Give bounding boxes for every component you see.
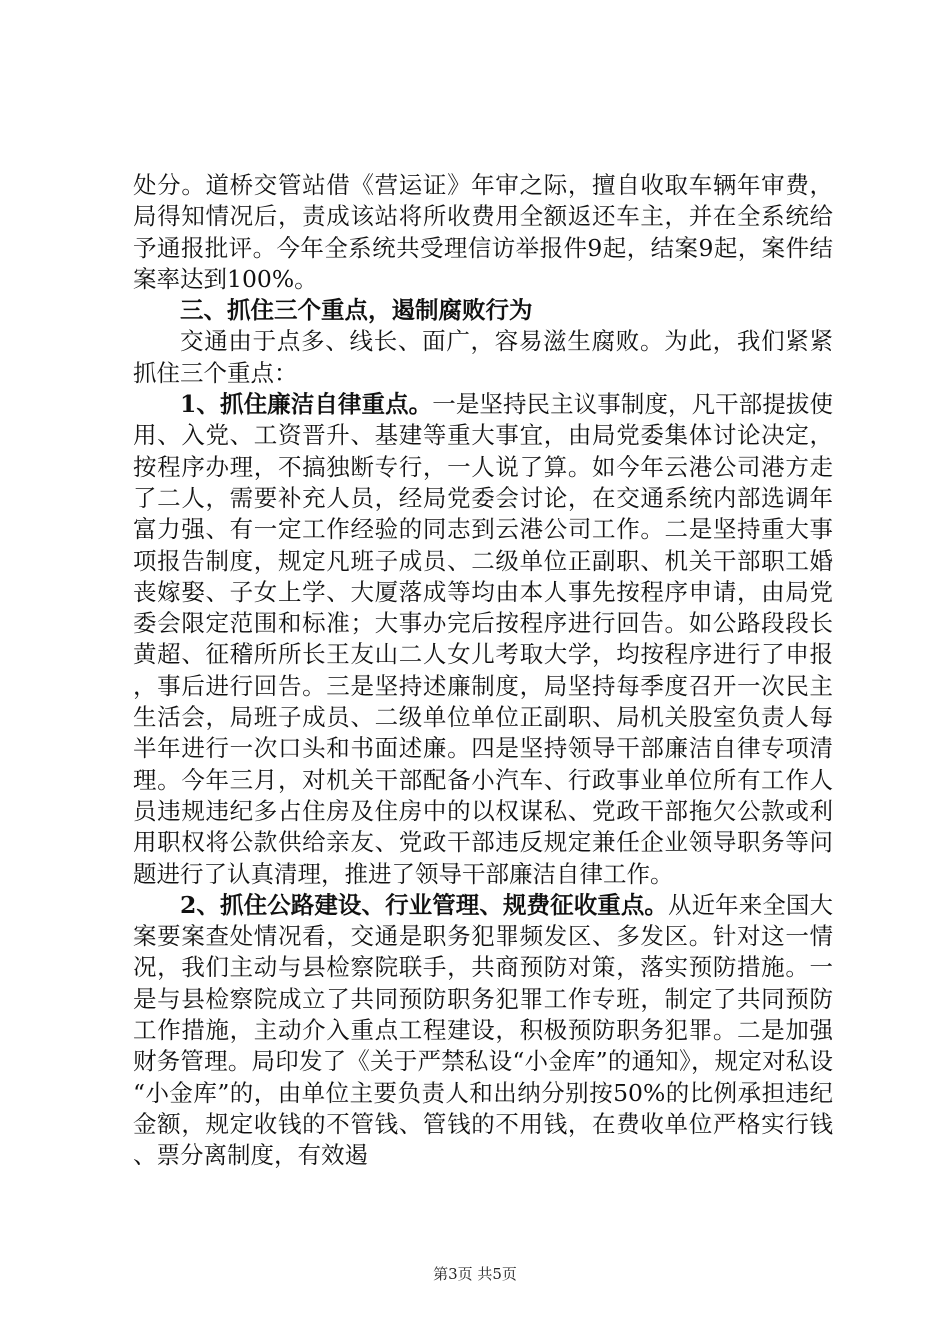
item-1-lead: 1、抓住廉洁自律重点。: [180, 390, 433, 419]
document-body: [133, 170, 833, 1172]
paragraph-continuation: 处分。道桥交管站借《营运证》年审之际，擅自收取车辆年审费，局得知情况后，责成该站将所收费用全额返还车主，并在全系统给予通报批评。今年全系统共受理信访举报件9起，结案9起，案件结案率达到100%。: [133, 171, 833, 293]
paragraph-item-2: [133, 890, 833, 1172]
item-2-lead: 2、抓住公路建设、行业管理、规费征收重点。: [180, 890, 669, 919]
item-2-text: 从近年来全国大案要案查处情况看，交通是职务犯罪频发区、多发区。针对这一情况，我们主动与县检察院联手，共商预防对策，落实预防措施。一是与县检察院成立了共同预防职务犯罪工作专班，制定了共同预防工作措施，主动介入重点工程建设，积极预防职务犯罪。二是加强财务管理。局印发了《关于严禁私设“小金库”的通知》，规定对私设“小金库”的，由单位主要负责人和出纳分别按50%的比例承担违纪金额，规定收钱的不管钱、管钱的不用钱，在费收单位严格实行钱、票分离制度，有效遏: [133, 890, 833, 1170]
item-1-text: 一是坚持民主议事制度，凡干部提拔使用、入党、工资晋升、基建等重大事宜，由局党委集体讨论决定，按程序办理，不搞独断专行，一人说了算。如今年云港公司港方走了二人，需要补充人员，经局党委会讨论，在交通系统内部选调年富力强、有一定工作经验的同志到云港公司工作。二是坚持重大事项报告制度，规定凡班子成员、二级单位正副职、机关干部职工婚丧嫁娶、子女上学、大厦落成等均由本人事先按程序申请，由局党委会限定范围和标准；大事办完后按程序进行回告。如公路段段长黄超、征稽所所长王友山二人女儿考取大学，均按程序进行了申报，事后进行回告。三是坚持述廉制度，局坚持每季度召开一次民主生活会，局班子成员、二级单位单位正副职、局机关股室负责人每半年进行一次口头和书面述廉。四是坚持领导干部廉洁自律专项清理。今年三月，对机关干部配备小汽车、行政事业单位所有工作人员违规违纪多占住房及住房中的以权谋私、党政干部拖欠公款或利用职权将公款供给亲友、党政干部违反规定兼任企业领导职务等问题进行了认真清理，推进了领导干部廉洁自律工作。: [133, 390, 834, 888]
page-number-footer: 第3页 共5页: [433, 1265, 517, 1283]
section-heading: 三、抓住三个重点，遏制腐败行为: [180, 296, 533, 325]
paragraph-intro: 交通由于点多、线长、面广，容易滋生腐败。为此，我们紧紧抓住三个重点：: [133, 327, 833, 387]
paragraph-item-1: [133, 389, 833, 890]
